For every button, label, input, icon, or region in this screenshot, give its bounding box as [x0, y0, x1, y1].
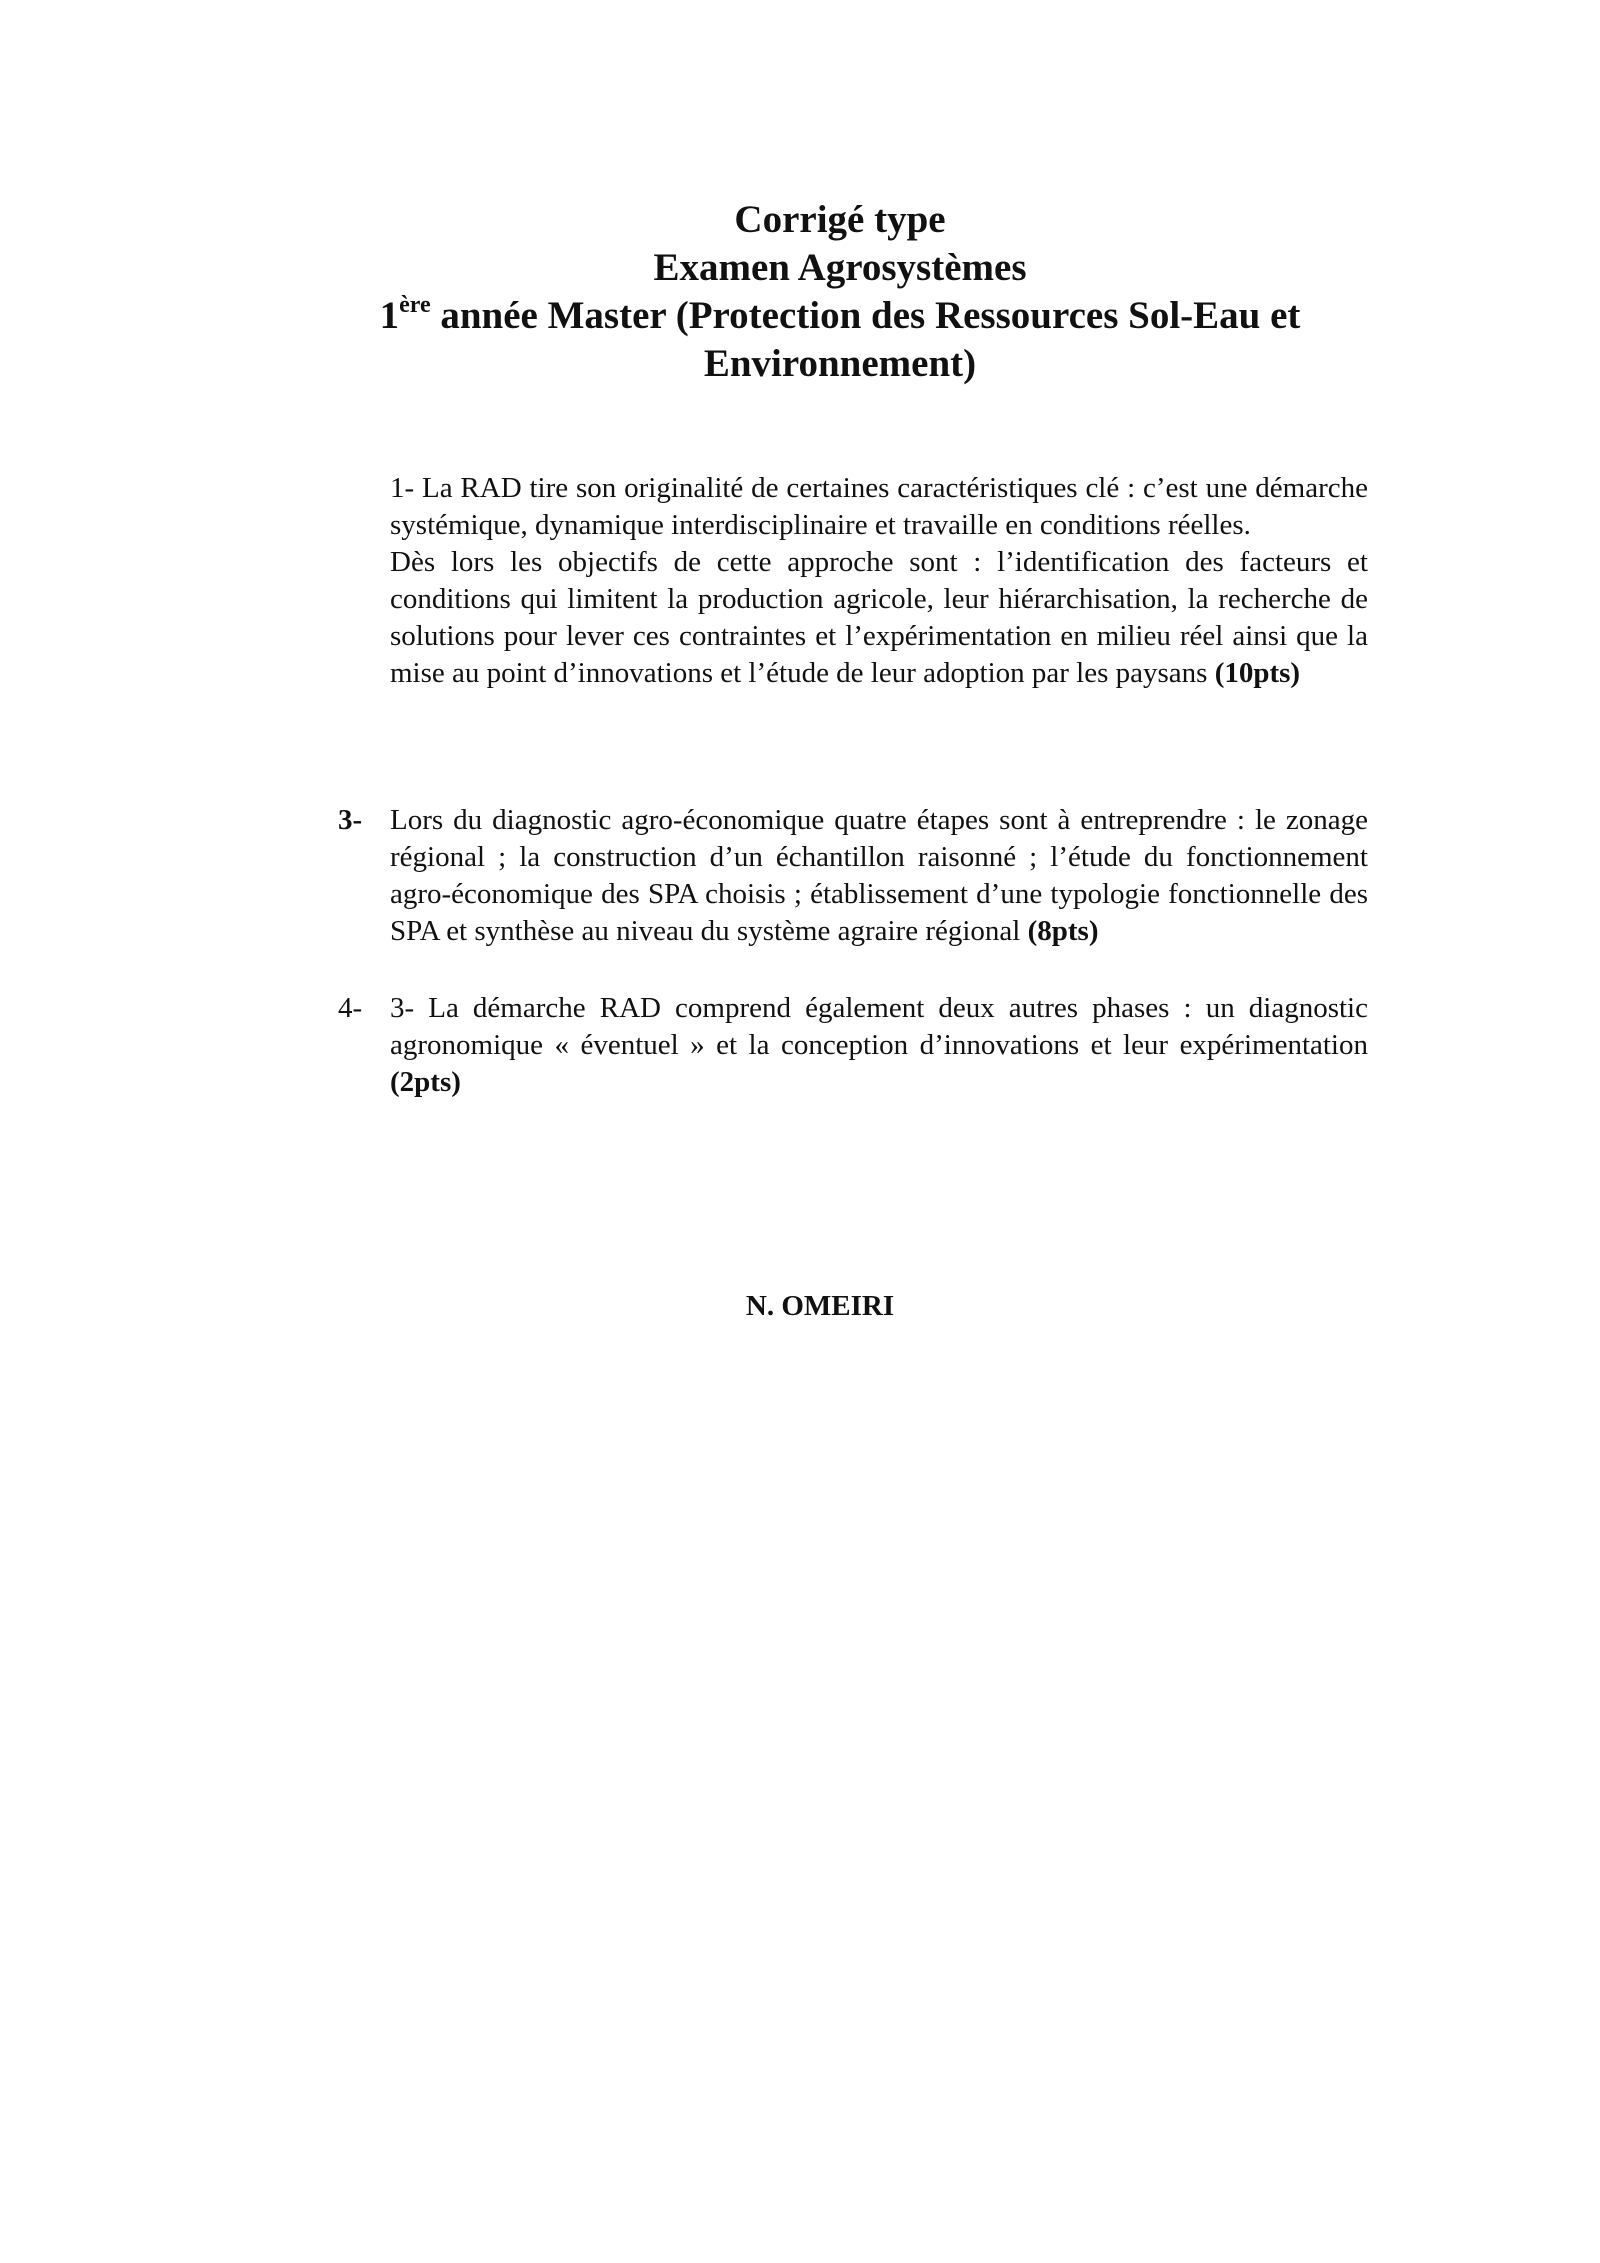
answer-3-text: Lors du diagnostic agro-économique quatre étapes sont à entreprendre : le zonage régional ; la construction d’un échantillon raisonné ; l’étude du fonctionnement agro-économique des SPA choisis ; établissement d’une typologie fonctionnelle des SPA et synthèse au niveau du système agraire régional [390, 804, 1368, 947]
document-title [300, 196, 1380, 388]
answer-3-body [390, 802, 1368, 950]
answer-1-points: (10pts) [1214, 657, 1301, 689]
answer-1-objectives-text: Dès lors les objectifs de cette approche sont : l’identification des facteurs et conditions qui limitent la production agricole, leur hiérarchisation, la recherche de solutions pour lever ces contraintes et l’expérimentation en milieu réel ainsi que la mise au point d’innovations et l’étude de leur adoption par les paysans [390, 546, 1368, 689]
answer-1-definition: 1- La RAD tire son originalité de certaines caractéristiques clé : c’est une démarche systémique, dynamique interdisciplinaire et travaille en conditions réelles. [390, 472, 1368, 541]
answer-3 [338, 802, 1368, 950]
author-signature: N. OMEIRI [745, 1290, 895, 1322]
title-line-3-rest: année Master (Protection des Ressources Sol-Eau et [430, 294, 1301, 337]
title-line-4: Environnement) [703, 342, 977, 385]
title-line-2: Examen Agrosystèmes [653, 246, 1027, 289]
answer-4-number: 4- [338, 992, 363, 1024]
title-ordinal: 1 [379, 294, 400, 337]
answer-1-objectives [390, 544, 1368, 692]
answer-4-text: 3- La démarche RAD comprend également deux autres phases : un diagnostic agronomique « éventuel » et la conception d’innovations et leur expérimentation [390, 992, 1368, 1061]
answer-4 [338, 990, 1368, 1101]
answer-3-points: (8pts) [1027, 915, 1099, 947]
answer-4-body [390, 990, 1368, 1101]
title-ordinal-superscript: ère [399, 292, 431, 318]
answer-3-number: 3- [338, 804, 363, 836]
answer-1 [390, 470, 1368, 692]
title-line-1: Corrigé type [734, 198, 946, 241]
answer-4-points: (2pts) [390, 1066, 461, 1098]
title-line-3 [300, 292, 1380, 340]
